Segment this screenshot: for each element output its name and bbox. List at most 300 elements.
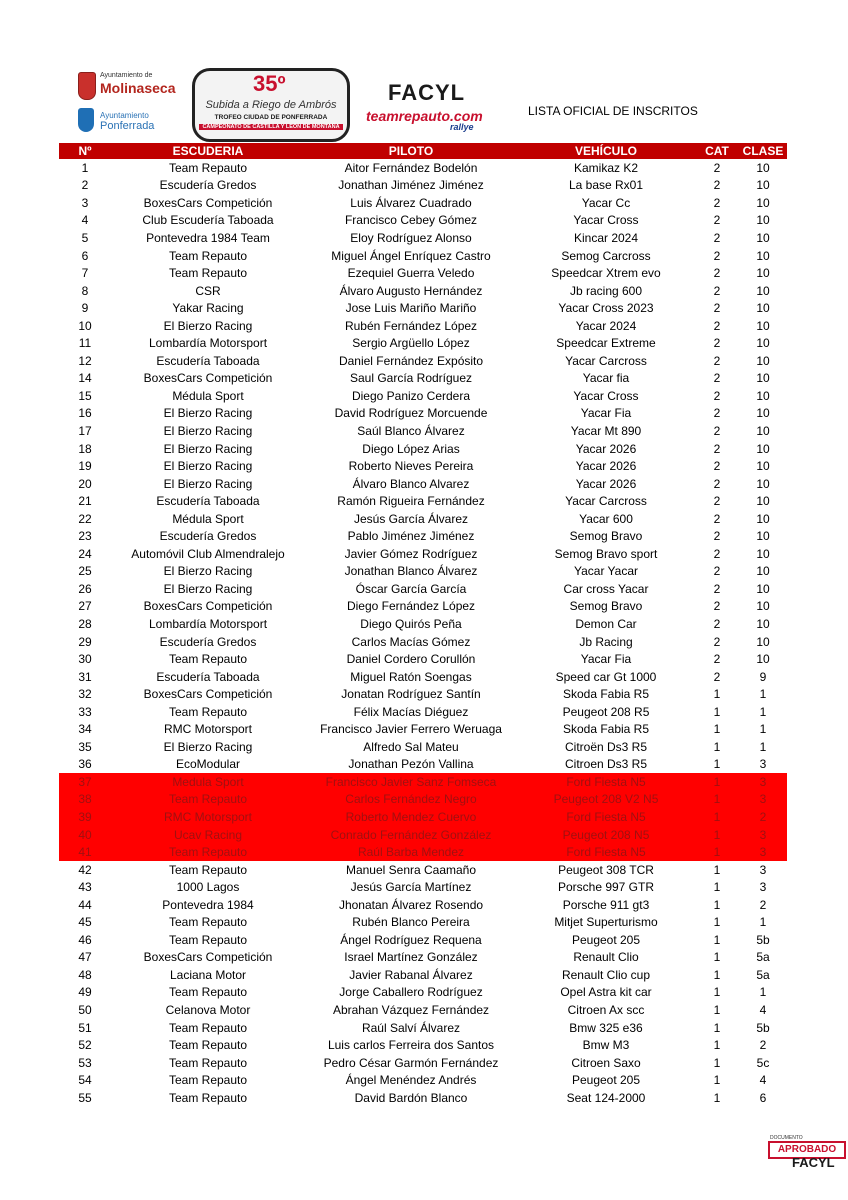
cell-number: 7	[81, 266, 89, 281]
cell-class: 10	[756, 423, 770, 438]
cell-driver: Roberto Mendez Cuervo	[305, 808, 517, 826]
table-row	[59, 1071, 787, 1089]
cell-driver: Abrahan Vázquez Fernández	[332, 1003, 490, 1018]
cell-team: Team Repauto	[168, 1090, 248, 1105]
cell-team: El Bierzo Racing	[163, 441, 253, 456]
document-title: LISTA OFICIAL DE INSCRITOS	[528, 104, 698, 118]
table-row	[59, 931, 787, 949]
cell-vehicle: Skoda Fabia R5	[562, 722, 650, 737]
table-row	[59, 527, 787, 545]
cell-team: Team Repauto	[168, 1073, 248, 1088]
table-row	[59, 159, 787, 177]
cell-driver: Jose Luis Mariño Mariño	[345, 301, 477, 316]
cell-class: 6	[759, 1090, 767, 1105]
cell-driver: Jonathan Jiménez Jiménez	[338, 178, 484, 193]
cell-team: Escudería Gredos	[159, 178, 257, 193]
cell-class: 10	[756, 406, 770, 421]
table-row	[59, 212, 787, 230]
cell-team: Celanova Motor	[165, 1003, 251, 1018]
cell-driver: Jorge Caballero Rodríguez	[339, 985, 483, 1000]
cell-class: 3	[759, 880, 767, 895]
cell-category: 1	[713, 1020, 721, 1035]
cell-driver: Daniel Fernández Expósito	[338, 353, 484, 368]
cell-class: 3	[739, 843, 787, 861]
cell-team: El Bierzo Racing	[163, 476, 253, 491]
cell-vehicle: Peugeot 308 TCR	[558, 862, 654, 877]
table-row	[59, 317, 787, 335]
cell-vehicle: Semog Bravo sport	[554, 546, 658, 561]
cell-driver: Félix Macías Diéguez	[353, 704, 469, 719]
table-row	[59, 457, 787, 475]
cell-number: 26	[78, 581, 92, 596]
cell-team: Escudería Taboada	[156, 353, 260, 368]
cell-driver: Diego López Arias	[362, 441, 460, 456]
cell-driver: Manuel Senra Caamaño	[345, 862, 477, 877]
cell-class: 10	[756, 581, 770, 596]
cell-vehicle: Semog Bravo	[569, 529, 643, 544]
cell-driver: Álvaro Blanco Alvarez	[352, 476, 470, 491]
cell-vehicle: Yacar Cross	[573, 213, 639, 228]
cell-team: Laciana Motor	[169, 967, 247, 982]
cell-category: 2	[713, 195, 721, 210]
cell-number: 28	[78, 616, 92, 631]
cell-class: 10	[756, 195, 770, 210]
cell-driver: Raúl Salví Álvarez	[361, 1020, 461, 1035]
cell-number: 36	[78, 757, 92, 772]
table-row	[59, 721, 787, 739]
cell-number: 34	[78, 722, 92, 737]
cell-class: 1	[759, 739, 767, 754]
cell-class: 10	[756, 160, 770, 175]
cell-number: 23	[78, 529, 92, 544]
cell-category: 1	[713, 1090, 721, 1105]
cell-driver: Carlos Macías Gómez	[351, 634, 471, 649]
cell-team: Team Repauto	[168, 160, 248, 175]
cell-driver: Jesús García Álvarez	[353, 511, 469, 526]
cell-team: Ucav Racing	[111, 826, 305, 844]
cell-driver: Israel Martínez González	[344, 950, 478, 965]
entries-table	[59, 143, 787, 1107]
cell-driver: Saul García Rodríguez	[349, 371, 473, 386]
cell-vehicle: Yacar 2026	[575, 441, 637, 456]
cell-category: 2	[713, 248, 721, 263]
cell-category: 2	[713, 459, 721, 474]
cell-category: 2	[713, 266, 721, 281]
cell-number: 48	[78, 967, 92, 982]
table-row	[59, 668, 787, 686]
table-row	[59, 685, 787, 703]
cell-team: Team Repauto	[111, 843, 305, 861]
cell-vehicle: Speed car Gt 1000	[555, 669, 657, 684]
cell-class: 5b	[756, 1020, 770, 1035]
cell-class: 5b	[756, 932, 770, 947]
cell-team: BoxesCars Competición	[143, 599, 273, 614]
cell-vehicle: Citroen Ax scc	[567, 1003, 645, 1018]
cell-class: 1	[759, 687, 767, 702]
cell-number: 25	[78, 564, 92, 579]
stamp-status: APROBADO	[768, 1141, 846, 1159]
cell-team: El Bierzo Racing	[163, 318, 253, 333]
cell-vehicle: Semog Bravo	[569, 599, 643, 614]
table-row	[59, 1019, 787, 1037]
cell-number: 22	[78, 511, 92, 526]
cell-class: 10	[756, 213, 770, 228]
cell-number: 27	[78, 599, 92, 614]
cell-driver: Aitor Fernández Bodelón	[344, 160, 478, 175]
cell-team: Club Escudería Taboada	[142, 213, 274, 228]
cell-class: 10	[756, 318, 770, 333]
table-row	[59, 615, 787, 633]
cell-class: 10	[756, 371, 770, 386]
cell-category: 2	[713, 213, 721, 228]
cell-class: 10	[756, 353, 770, 368]
column-header-category: CAT	[695, 143, 739, 159]
table-row	[59, 984, 787, 1002]
cell-number: 4	[81, 213, 89, 228]
cell-category: 1	[713, 950, 721, 965]
cell-category: 1	[713, 862, 721, 877]
cell-team: Escudería Gredos	[159, 634, 257, 649]
cell-category: 2	[713, 494, 721, 509]
molinaseca-crest-icon	[78, 72, 96, 100]
cell-number: 45	[78, 915, 92, 930]
cell-number: 6	[81, 248, 89, 263]
cell-class: 1	[759, 985, 767, 1000]
cell-driver: Jonatan Rodríguez Santín	[341, 687, 481, 702]
column-header-vehicle: VEHÍCULO	[517, 143, 695, 159]
table-row	[59, 773, 787, 791]
cell-driver: Francisco Javier Ferrero Weruaga	[320, 722, 502, 737]
cell-driver: David Rodríguez Morcuende	[334, 406, 488, 421]
cell-number: 55	[78, 1090, 92, 1105]
cell-category: 2	[713, 652, 721, 667]
cell-class: 1	[759, 722, 767, 737]
cell-vehicle: Yacar Cross	[573, 388, 639, 403]
cell-driver: Diego Panizo Cerdera	[351, 388, 471, 403]
table-row	[59, 949, 787, 967]
cell-team: Team Repauto	[168, 1038, 248, 1053]
table-row	[59, 878, 787, 896]
cell-driver: Luis Álvarez Cuadrado	[350, 195, 472, 210]
cell-category: 2	[713, 353, 721, 368]
cell-number: 31	[78, 669, 92, 684]
event-logo	[192, 68, 350, 142]
cell-driver: Jhonatan Álvarez Rosendo	[338, 897, 484, 912]
cell-vehicle: La base Rx01	[568, 178, 644, 193]
cell-vehicle: Bmw 325 e36	[569, 1020, 643, 1035]
ponferrada-logo-line2: Ponferrada	[100, 120, 155, 132]
column-header-class: CLASE	[739, 143, 787, 159]
cell-team: Team Repauto	[168, 915, 248, 930]
cell-team: El Bierzo Racing	[163, 423, 253, 438]
cell-team: BoxesCars Competición	[143, 195, 273, 210]
cell-class: 3	[759, 862, 767, 877]
cell-driver: Ezequiel Guerra Veledo	[347, 266, 475, 281]
cell-class: 3	[759, 757, 767, 772]
cell-category: 1	[713, 757, 721, 772]
cell-category: 1	[695, 773, 739, 791]
cell-class: 1	[759, 915, 767, 930]
cell-number: 18	[78, 441, 92, 456]
cell-number: 2	[81, 178, 89, 193]
cell-driver: Diego Quirós Peña	[360, 616, 462, 631]
cell-number: 5	[81, 230, 89, 245]
cell-vehicle: Yacar Fia	[580, 652, 632, 667]
cell-class: 4	[759, 1073, 767, 1088]
table-row	[59, 966, 787, 984]
cell-number: 32	[78, 687, 92, 702]
cell-category: 2	[713, 616, 721, 631]
cell-class: 3	[739, 791, 787, 809]
cell-driver: Sergio Argüello López	[352, 336, 470, 351]
cell-driver: Conrado Fernández González	[305, 826, 517, 844]
cell-team: CSR	[195, 283, 221, 298]
cell-driver: Pablo Jiménez Jiménez	[347, 529, 475, 544]
cell-team: Team Repauto	[168, 248, 248, 263]
table-row	[59, 334, 787, 352]
cell-category: 1	[695, 808, 739, 826]
cell-category: 2	[713, 301, 721, 316]
cell-team: Escudería Taboada	[156, 494, 260, 509]
cell-category: 1	[713, 1073, 721, 1088]
cell-team: Pontevedra 1984 Team	[146, 230, 270, 245]
cell-category: 2	[713, 388, 721, 403]
column-header-number: Nº	[59, 143, 111, 159]
cell-class: 10	[756, 283, 770, 298]
cell-driver: Francisco Javier Sanz Fomseca	[305, 773, 517, 791]
cell-number: 38	[59, 791, 111, 809]
table-row	[59, 352, 787, 370]
cell-team: Automóvil Club Almendralejo	[131, 546, 285, 561]
cell-driver: Rubén Blanco Pereira	[352, 915, 470, 930]
cell-vehicle: Citroën Ds3 R5	[564, 739, 648, 754]
cell-class: 10	[756, 494, 770, 509]
column-header-driver: PILOTO	[305, 143, 517, 159]
cell-vehicle: Opel Astra kit car	[560, 985, 652, 1000]
cell-class: 10	[756, 248, 770, 263]
cell-vehicle: Yacar 2026	[575, 476, 637, 491]
cell-category: 1	[713, 932, 721, 947]
cell-category: 1	[713, 897, 721, 912]
cell-team: El Bierzo Racing	[163, 581, 253, 596]
cell-category: 1	[713, 880, 721, 895]
cell-vehicle: Kamikaz K2	[573, 160, 639, 175]
event-trophy: TROFEO CIUDAD DE PONFERRADA	[214, 114, 328, 121]
table-row	[59, 808, 787, 826]
cell-class: 5c	[756, 1055, 770, 1070]
cell-team: Team Repauto	[168, 266, 248, 281]
cell-vehicle: Speedcar Extreme	[556, 336, 656, 351]
cell-class: 5a	[756, 967, 770, 982]
cell-driver: Pedro César Garmón Fernández	[323, 1055, 499, 1070]
table-row	[59, 650, 787, 668]
cell-category: 2	[713, 546, 721, 561]
approved-stamp	[766, 1136, 846, 1168]
cell-driver: Rubén Fernández López	[344, 318, 478, 333]
cell-driver: Eloy Rodríguez Alonso	[350, 230, 472, 245]
cell-class: 10	[756, 178, 770, 193]
cell-team: Medula Sport	[111, 773, 305, 791]
cell-number: 54	[78, 1073, 92, 1088]
cell-class: 1	[759, 704, 767, 719]
cell-number: 51	[78, 1020, 92, 1035]
stamp-org: FACYL	[792, 1155, 835, 1170]
cell-class: 10	[756, 652, 770, 667]
cell-team: Lombardía Motorsport	[148, 336, 268, 351]
cell-team: El Bierzo Racing	[163, 406, 253, 421]
table-row	[59, 896, 787, 914]
cell-team: Team Repauto	[168, 985, 248, 1000]
cell-driver: David Bardón Blanco	[354, 1090, 468, 1105]
cell-number: 24	[78, 546, 92, 561]
cell-driver: Óscar García García	[355, 581, 467, 596]
cell-category: 1	[713, 687, 721, 702]
table-row	[59, 580, 787, 598]
cell-category: 2	[713, 564, 721, 579]
cell-number: 30	[78, 652, 92, 667]
table-row	[59, 598, 787, 616]
cell-vehicle: Ford Fiesta N5	[517, 843, 695, 861]
event-edition: 35º	[253, 71, 286, 96]
cell-class: 3	[739, 773, 787, 791]
cell-number: 33	[78, 704, 92, 719]
cell-category: 2	[713, 634, 721, 649]
cell-vehicle: Peugeot 208 V2 N5	[517, 791, 695, 809]
cell-category: 2	[713, 406, 721, 421]
table-row	[59, 264, 787, 282]
table-row	[59, 194, 787, 212]
cell-category: 2	[713, 160, 721, 175]
table-row	[59, 440, 787, 458]
table-row	[59, 177, 787, 195]
cell-number: 47	[78, 950, 92, 965]
cell-team: Team Repauto	[168, 1055, 248, 1070]
cell-number: 41	[59, 843, 111, 861]
cell-driver: Carlos Fernández Negro	[305, 791, 517, 809]
table-row	[59, 1036, 787, 1054]
cell-category: 1	[695, 843, 739, 861]
cell-team: El Bierzo Racing	[163, 739, 253, 754]
table-row	[59, 422, 787, 440]
cell-class: 2	[739, 808, 787, 826]
cell-vehicle: Ford Fiesta N5	[517, 773, 695, 791]
cell-team: EcoModular	[175, 757, 241, 772]
cell-class: 10	[756, 476, 770, 491]
cell-category: 2	[713, 336, 721, 351]
sponsor-name: teamrepauto.com	[366, 108, 483, 124]
cell-driver: Raúl Barba Mendez	[305, 843, 517, 861]
cell-vehicle: Yacar 600	[579, 511, 633, 526]
cell-team: El Bierzo Racing	[163, 459, 253, 474]
table-row	[59, 843, 787, 861]
cell-class: 10	[756, 546, 770, 561]
cell-team: Pontevedra 1984	[162, 897, 254, 912]
cell-driver: Daniel Cordero Corullón	[346, 652, 476, 667]
ponferrada-crest-icon	[78, 108, 94, 132]
cell-team: Team Repauto	[168, 862, 248, 877]
cell-number: 14	[78, 371, 92, 386]
cell-team: Team Repauto	[168, 652, 248, 667]
document-header	[0, 0, 848, 140]
cell-number: 53	[78, 1055, 92, 1070]
cell-number: 1	[81, 160, 89, 175]
cell-category: 1	[713, 704, 721, 719]
cell-team: Escudería Taboada	[156, 669, 260, 684]
table-row	[59, 563, 787, 581]
cell-class: 3	[739, 826, 787, 844]
table-row	[59, 492, 787, 510]
cell-team: Yakar Racing	[172, 301, 244, 316]
cell-category: 1	[713, 739, 721, 754]
cell-class: 10	[756, 564, 770, 579]
cell-team: El Bierzo Racing	[163, 564, 253, 579]
cell-class: 10	[756, 301, 770, 316]
cell-driver: Saúl Blanco Álvarez	[357, 423, 465, 438]
table-row	[59, 247, 787, 265]
cell-vehicle: Peugeot 208 N5	[517, 826, 695, 844]
cell-number: 20	[78, 476, 92, 491]
cell-class: 4	[759, 1003, 767, 1018]
cell-class: 2	[759, 897, 767, 912]
table-row	[59, 826, 787, 844]
cell-driver: Ángel Menéndez Andrés	[345, 1073, 477, 1088]
table-row	[59, 861, 787, 879]
cell-category: 1	[713, 915, 721, 930]
stamp-label: DOCUMENTO	[770, 1135, 803, 1141]
cell-team: Team Repauto	[168, 932, 248, 947]
cell-team: RMC Motorsport	[163, 722, 252, 737]
cell-class: 10	[756, 441, 770, 456]
cell-vehicle: Peugeot 208 R5	[562, 704, 650, 719]
cell-class: 10	[756, 599, 770, 614]
event-name: Subida a Riego de Ambrós	[205, 99, 337, 111]
cell-number: 19	[78, 459, 92, 474]
cell-number: 17	[78, 423, 92, 438]
cell-number: 37	[59, 773, 111, 791]
table-row	[59, 756, 787, 774]
cell-class: 10	[756, 511, 770, 526]
cell-vehicle: Car cross Yacar	[563, 581, 649, 596]
cell-class: 10	[756, 529, 770, 544]
cell-class: 10	[756, 616, 770, 631]
cell-class: 2	[759, 1038, 767, 1053]
cell-class: 10	[756, 388, 770, 403]
cell-vehicle: Citroen Saxo	[571, 1055, 641, 1070]
cell-class: 9	[759, 669, 767, 684]
cell-category: 1	[713, 1003, 721, 1018]
cell-category: 2	[713, 441, 721, 456]
cell-number: 42	[78, 862, 92, 877]
cell-team: Team Repauto	[168, 704, 248, 719]
cell-driver: Álvaro Augusto Hernández	[339, 283, 483, 298]
cell-class: 10	[756, 230, 770, 245]
cell-number: 52	[78, 1038, 92, 1053]
table-row	[59, 1054, 787, 1072]
cell-category: 2	[713, 599, 721, 614]
table-row	[59, 738, 787, 756]
cell-vehicle: Ford Fiesta N5	[517, 808, 695, 826]
cell-vehicle: Porsche 911 gt3	[562, 897, 650, 912]
table-row	[59, 405, 787, 423]
molinaseca-logo-line1: Ayuntamiento de	[100, 72, 153, 79]
cell-vehicle: Yacar 2024	[575, 318, 637, 333]
cell-category: 1	[713, 1038, 721, 1053]
cell-category: 1	[713, 722, 721, 737]
cell-category: 2	[713, 371, 721, 386]
cell-category: 2	[713, 511, 721, 526]
cell-team: Médula Sport	[172, 511, 244, 526]
cell-team: Team Repauto	[111, 791, 305, 809]
